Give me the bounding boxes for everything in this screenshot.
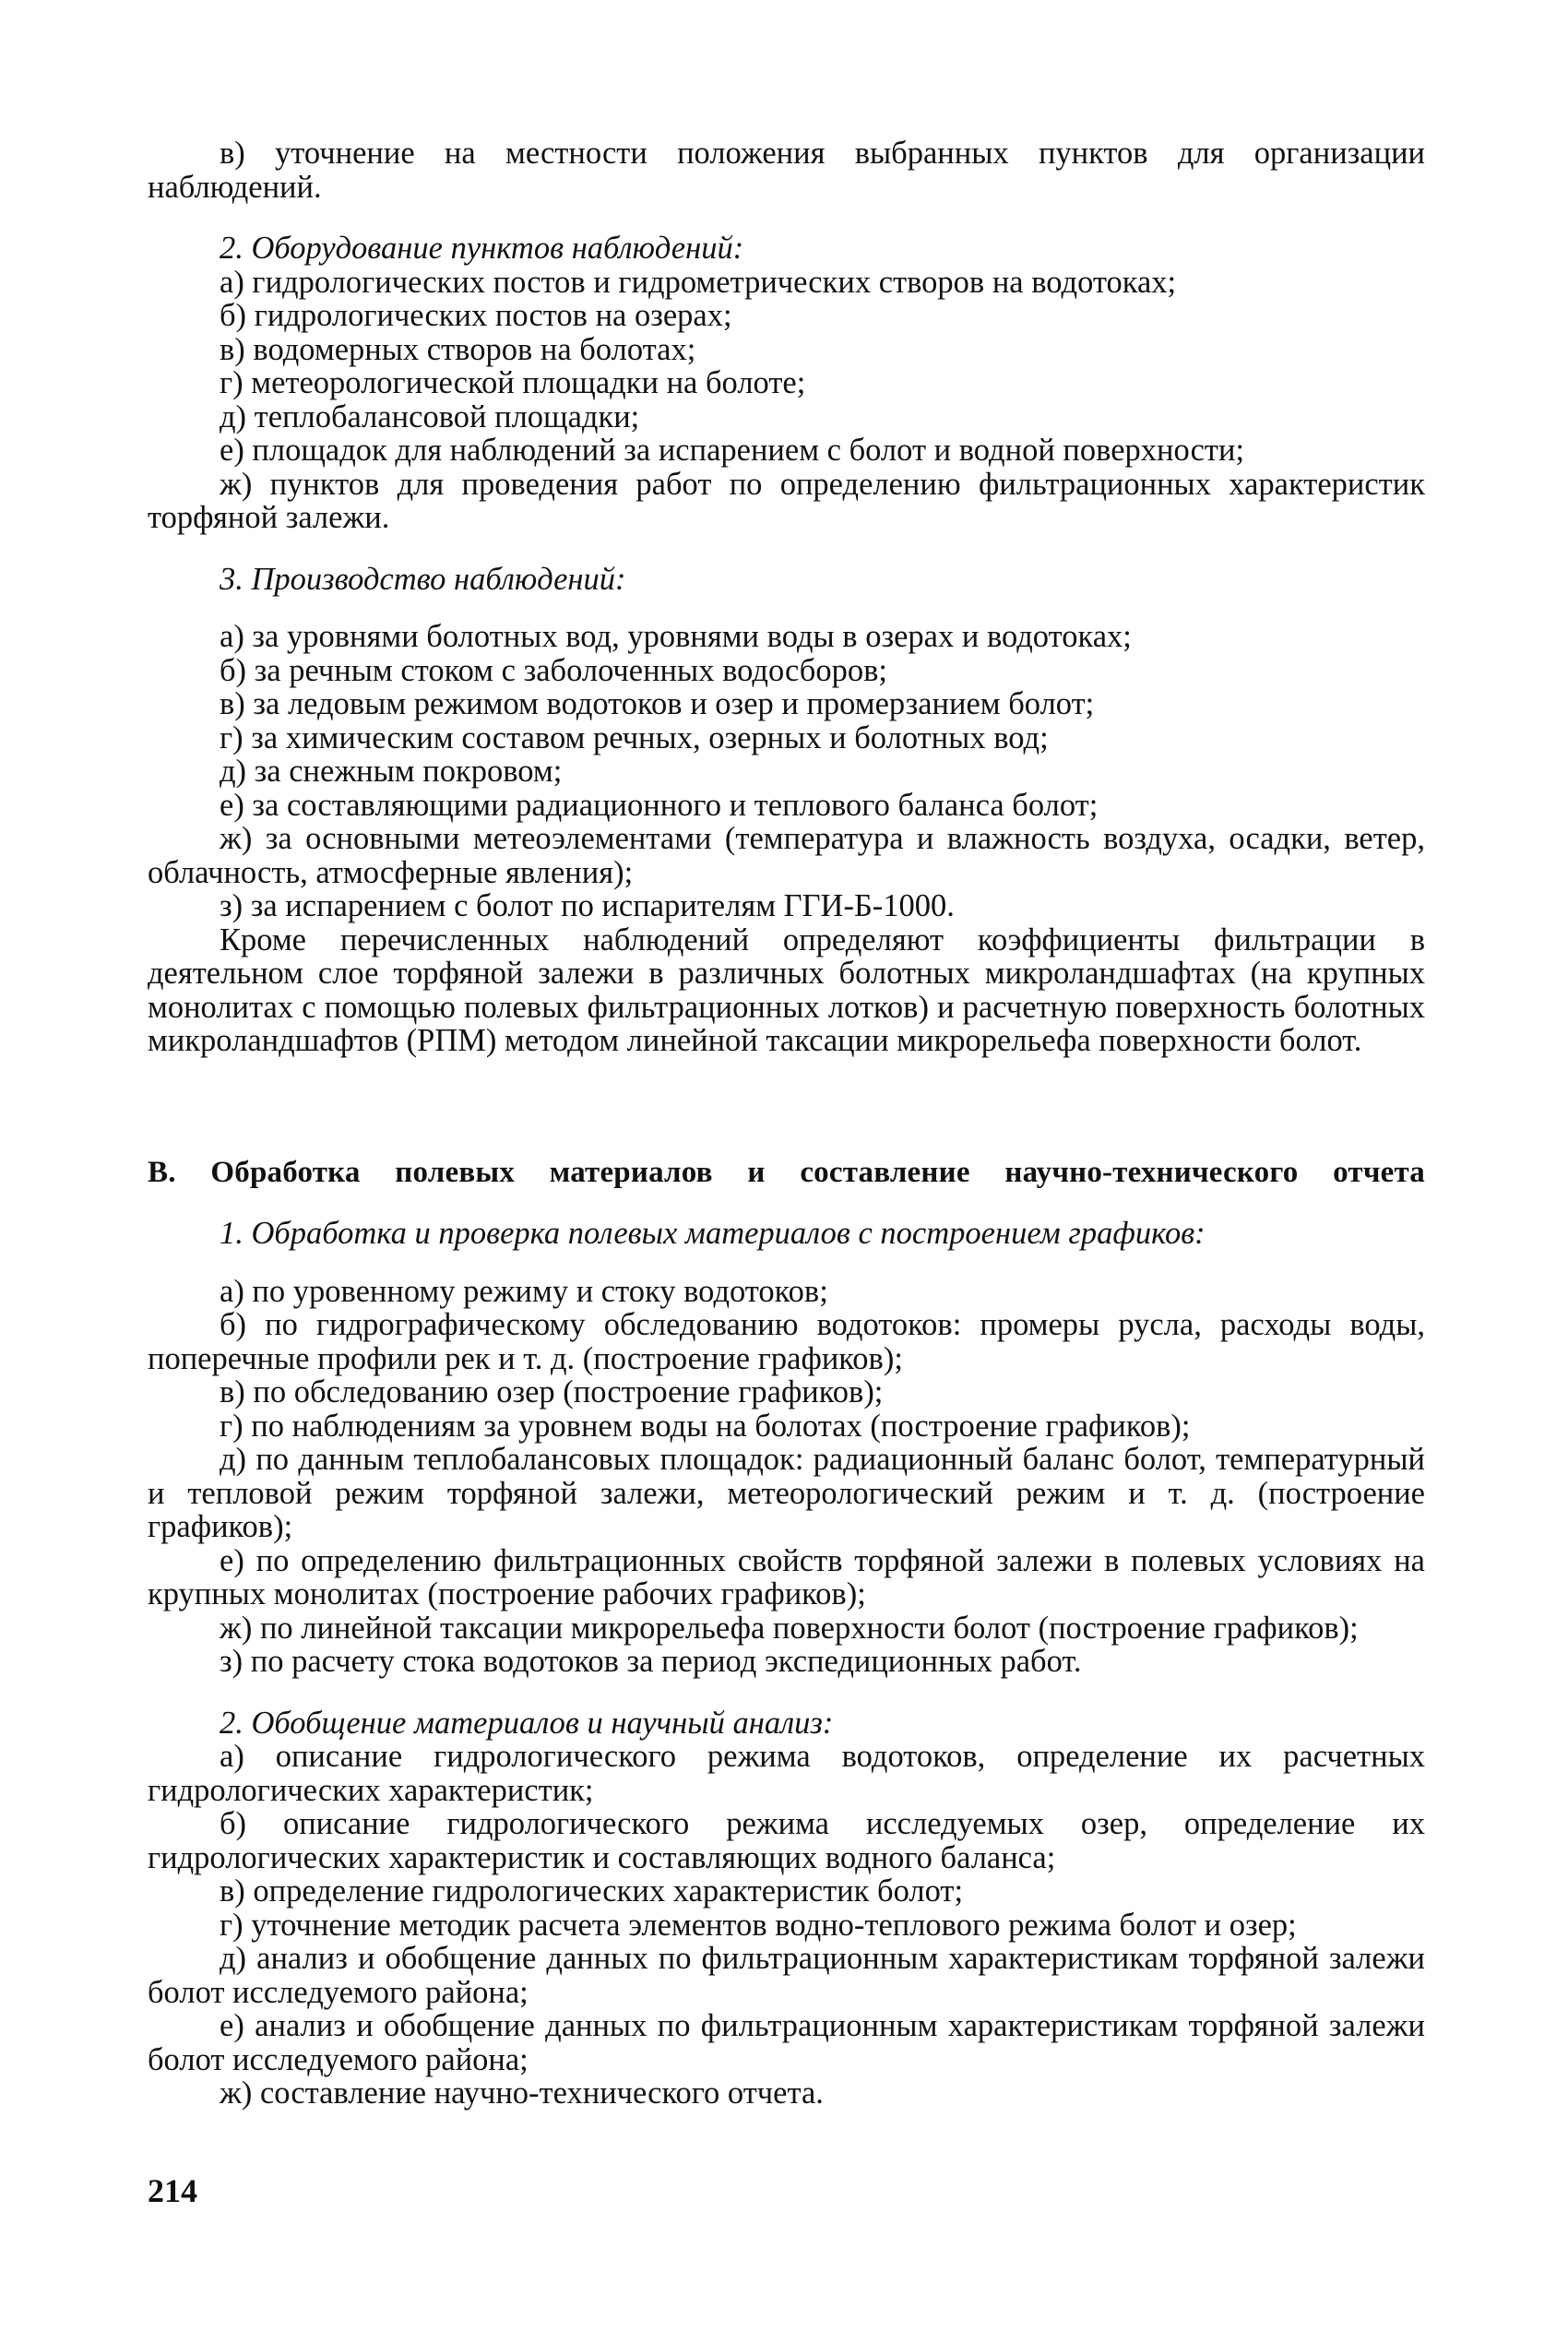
list-item: а) по уровенному режиму и стоку водотоков; <box>220 1273 828 1309</box>
spacer <box>148 1058 1425 1156</box>
list-item: д) анализ и обобщение данных по фильтрационным характеристикам торфяной залежи болот исследуемого района; <box>148 1941 1425 2010</box>
list-item: ж) по линейной таксации микрорельефа поверхности болот (построение графиков); <box>220 1610 1359 1646</box>
sub2-heading: 2. Обобщение материалов и научный анализ: <box>220 1705 834 1741</box>
list-item: б) гидрологических постов на озерах; <box>220 298 732 333</box>
spacer <box>148 1679 1425 1707</box>
list-item: д) по данным теплобалансовых площадок: радиационный баланс болот, температурный и тепловой режим торфяной залежи, метеорологический режим и т. д. (построение графиков); <box>148 1442 1425 1544</box>
spacer <box>148 535 1425 563</box>
list-item: а) описание гидрологического режима водотоков, определение их расчетных гидрологических характеристик; <box>148 1739 1425 1808</box>
list-item: е) за составляющими радиационного и теплового баланса болот; <box>220 787 1099 823</box>
list-item: ж) пунктов для проведения работ по определению фильтрационных характеристик торфяной залежи. <box>148 466 1425 535</box>
section2-heading: 2. Оборудование пунктов наблюдений: <box>220 231 744 266</box>
list-item: в) определение гидрологических характеристик болот; <box>220 1873 964 1909</box>
list-item: в) водомерных створов на болотах; <box>220 331 696 367</box>
section-v-title: В. Обработка полевых материалов и составление научно-технического отчета <box>148 1155 1425 1189</box>
list-item: е) анализ и обобщение данных по фильтрационным характеристикам торфяной залежи болот исследуемого района; <box>148 2008 1425 2077</box>
list-item: г) метеорологической площадки на болоте; <box>220 365 806 400</box>
page-number: 214 <box>148 2172 197 2209</box>
page-body <box>148 137 1425 2111</box>
list-item: г) уточнение методик расчета элементов водно-теплового режима болот и озер; <box>220 1907 1297 1943</box>
list-item: б) по гидрографическому обследованию водотоков: промеры русла, расходы воды, поперечные профили рек и т. д. (построение графиков); <box>148 1307 1425 1376</box>
list-item: з) за испарением с болот по испарителям ГГИ-Б-1000. <box>220 888 955 923</box>
list-item: ж) составление научно-технического отчета. <box>220 2075 824 2111</box>
list-item: ж) за основными метеоэлементами (температура и влажность воздуха, осадки, ветер, облачность, атмосферные явления); <box>148 821 1425 890</box>
list-item: г) по наблюдениям за уровнем воды на болотах (построение графиков); <box>220 1408 1191 1444</box>
spacer <box>148 204 1425 232</box>
spacer <box>148 596 1425 620</box>
list-item: в) по обследованию озер (построение графиков); <box>220 1374 884 1409</box>
list-item: г) за химическим составом речных, озерных и болотных вод; <box>220 720 1049 755</box>
section3-paragraph: Кроме перечисленных наблюдений определяют коэффициенты фильтрации в деятельном слое торфяной залежи в различных болотных микроландшафтах (на крупных монолитах с помощью полевых фильтрационных лотков) и расчетную поверхность болотных микроландшафтов (РПМ) методом линейной таксации микрорельефа поверхности болот. <box>148 922 1425 1058</box>
list-item: д) теплобалансовой площадки; <box>220 398 640 434</box>
list-item: в) за ледовым режимом водотоков и озер и промерзанием болот; <box>220 686 1095 721</box>
list-item: е) площадок для наблюдений за испарением с болот и водной поверхности; <box>220 433 1245 468</box>
list-item: б) описание гидрологического режима исследуемых озер, определение их гидрологических характеристик и составляющих водного баланса; <box>148 1806 1425 1875</box>
list-item: д) за снежным покровом; <box>220 754 563 789</box>
sub1-heading: 1. Обработка и проверка полевых материалов с построением графиков: <box>220 1216 1206 1251</box>
section3-heading: 3. Производство наблюдений: <box>220 561 626 597</box>
list-item: а) гидрологических постов и гидрометрических створов на водотоках; <box>220 264 1177 300</box>
spacer <box>148 1251 1425 1275</box>
list-item: б) за речным стоком с заболоченных водосборов; <box>220 652 887 688</box>
list-item: е) по определению фильтрационных свойств торфяной залежи в полевых условиях на крупных монолитах (построение рабочих графиков); <box>148 1542 1425 1611</box>
spacer <box>148 1189 1425 1217</box>
list-item: з) по расчету стока водотоков за период экспедиционных работ. <box>220 1644 1082 1679</box>
list-item: а) за уровнями болотных вод, уровнями воды в озерах и водотоках; <box>220 619 1132 654</box>
item-v-refinement: в) уточнение на местности положения выбранных пунктов для организации наблюдений. <box>148 136 1425 205</box>
